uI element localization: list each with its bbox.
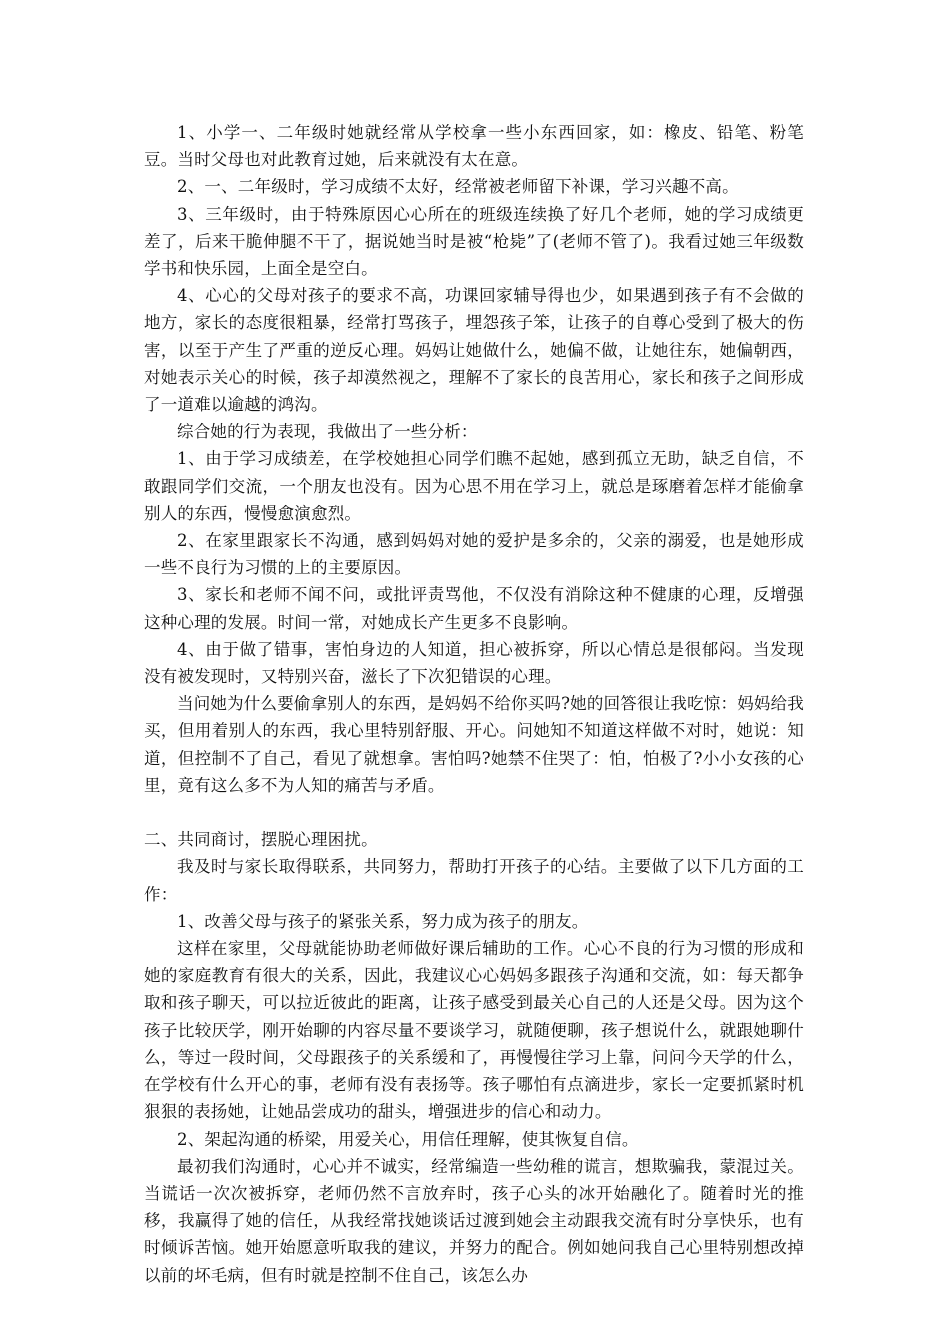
paragraph: 1、改善父母与孩子的紧张关系，努力成为孩子的朋友。 (177, 911, 589, 931)
paragraph: 4、心心的父母对孩子的要求不高，功课回家辅导得也少，如果遇到孩子有不会做的地方，家长的态度很粗暴，经常打骂孩子，埋怨孩子笨，让孩子的自尊心受到了极大的伤害，以至于产生了严重的逆反心理。妈妈让她做什么，她偏不做，让她往东，她偏朝西，对她表示关心的时候，孩子却漠然视之，理解不了家长的良苦用心，家长和孩子之间形成了一道难以逾越的鸿沟。 (144, 286, 804, 415)
paragraph: 2、一、二年级时，学习成绩不太好，经常被老师留下补课，学习兴趣不高。 (177, 177, 739, 197)
blank-line (144, 799, 804, 826)
paragraph: 1、由于学习成绩差，在学校她担心同学们瞧不起她，感到孤立无助，缺乏自信，不敢跟同学们交流，一个朋友也没有。因为心思不用在学习上，就总是琢磨着怎样才能偷拿别人的东西，慢慢愈演愈烈。 (144, 449, 804, 523)
paragraph: 当问她为什么要偷拿别人的东西，是妈妈不给你买吗?她的回答很让我吃惊：妈妈给我买，但用着别人的东西，我心里特别舒服、开心。问她知不知道这样做不对时，她说：知道，但控制不了自己，看见了就想拿。害怕吗?她禁不住哭了：怕，怕极了?小小女孩的心里，竟有这么多不为人知的痛苦与矛盾。 (144, 694, 804, 795)
paragraph: 2、在家里跟家长不沟通，感到妈妈对她的爱护是多余的，父亲的溺爱，也是她形成一些不良行为习惯的上的主要原因。 (144, 531, 804, 578)
paragraph: 3、家长和老师不闻不问，或批评责骂他，不仅没有消除这种不健康的心理，反增强这种心理的发展。时间一常，对她成长产生更多不良影响。 (144, 585, 804, 632)
document-body (144, 119, 804, 1289)
paragraph: 综合她的行为表现，我做出了一些分析： (177, 422, 478, 442)
paragraph: 3、三年级时，由于特殊原因心心所在的班级连续换了好几个老师，她的学习成绩更差了，后来干脆伸腿不干了，据说她当时是被“枪毙”了(老师不管了)。我看过她三年级数学书和快乐园，上面全是空白。 (144, 204, 804, 279)
paragraph: 4、由于做了错事，害怕身边的人知道，担心被拆穿，所以心情总是很郁闷。当发现没有被发现时，又特别兴奋，滋长了下次犯错误的心理。 (144, 639, 804, 687)
paragraph: 我及时与家长取得联系，共同努力，帮助打开孩子的心结。主要做了以下几方面的工作： (144, 857, 804, 904)
paragraph: 最初我们沟通时，心心并不诚实，经常编造一些幼稚的谎言，想欺骗我，蒙混过关。当谎话一次次被拆穿，老师仍然不言放弃时，孩子心头的冰开始融化了。随着时光的推移，我赢得了她的信任，从我经常找她谈话过渡到她会主动跟我交流有时分享快乐，也有时倾诉苦恼。她开始愿意听取我的建议，并努力的配合。例如她问我自己心里特别想改掉以前的坏毛病，但有时就是控制不住自己，该怎么办 (144, 1156, 804, 1285)
paragraph: 2、架起沟通的桥梁，用爱关心，用信任理解，使其恢复自信。 (177, 1129, 639, 1149)
paragraph: 1、小学一、二年级时她就经常从学校拿一些小东西回家，如：橡皮、铅笔、粉笔豆。当时父母也对此教育过她，后来就没有太在意。 (144, 123, 804, 170)
paragraph: 这样在家里，父母就能协助老师做好课后辅助的工作。心心不良的行为习惯的形成和她的家庭教育有很大的关系，因此，我建议心心妈妈多跟孩子沟通和交流，如：每天都争取和孩子聊天，可以拉近彼此的距离，让孩子感受到最关心自己的人还是父母。因为这个孩子比较厌学，刚开始聊的内容尽量不要谈学习，就随便聊，孩子想说什么，就跟她聊什么，等过一段时间，父母跟孩子的关系缓和了，再慢慢往学习上靠，问问今天学的什么，在学校有什么开心的事，老师有没有表扬等。孩子哪怕有点滴进步，家长一定要抓紧时机狠狠的表扬她，让她品尝成功的甜头，增强进步的信心和动力。 (144, 939, 804, 1122)
section-heading: 二、共同商讨，摆脱心理困扰。 (144, 830, 378, 850)
